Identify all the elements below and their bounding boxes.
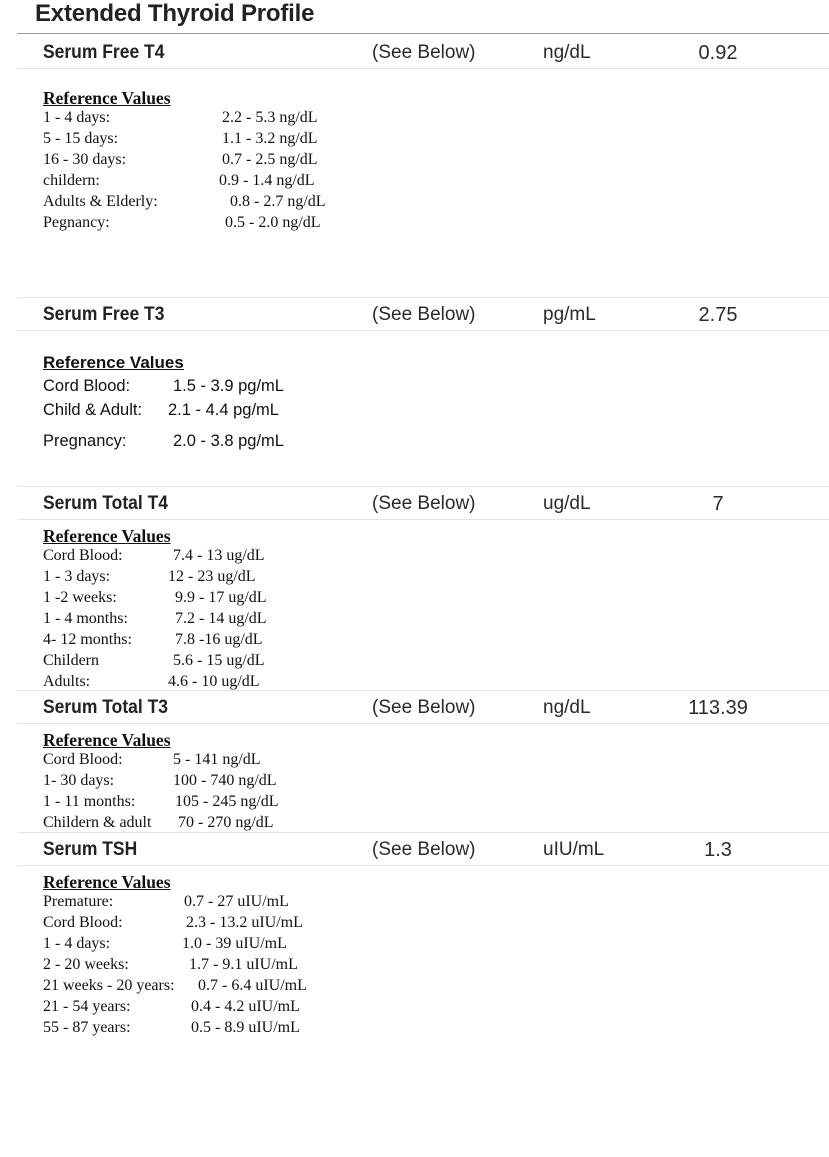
test-unit: ng/dL — [543, 42, 591, 63]
reference-value: 70 - 270 ng/dL — [178, 814, 274, 831]
reference-line — [43, 976, 307, 997]
reference-line — [43, 588, 267, 609]
reference-value: 2.2 - 5.3 ng/dL — [222, 109, 318, 126]
row-divider — [17, 519, 829, 520]
reference-line — [43, 546, 265, 567]
reference-label: Adults: — [43, 673, 91, 690]
test-result: 0.92 — [698, 42, 738, 64]
reference-value: 2.1 - 4.4 pg/mL — [168, 401, 279, 419]
reference-label: 16 - 30 days: — [43, 151, 127, 168]
reference-line — [43, 1018, 300, 1039]
reference-value: 100 - 740 ng/dL — [173, 772, 277, 789]
test-reference-range: (See Below) — [372, 493, 476, 514]
test-result: 1.3 — [704, 839, 732, 861]
reference-heading: Reference Values — [43, 730, 171, 750]
test-unit: pg/mL — [543, 304, 596, 325]
reference-label: Pegnancy: — [43, 214, 110, 231]
row-divider — [17, 832, 829, 833]
reference-line — [43, 934, 287, 955]
test-row-serum-free-t3 — [17, 297, 829, 331]
reference-value: 0.8 - 2.7 ng/dL — [230, 193, 326, 210]
test-result: 2.75 — [698, 304, 738, 326]
reference-label: childern: — [43, 172, 100, 189]
reference-line — [43, 771, 277, 792]
reference-line — [43, 150, 318, 171]
row-divider — [17, 297, 829, 298]
test-unit: ng/dL — [543, 697, 591, 718]
reference-value: 9.9 - 17 ug/dL — [175, 589, 267, 606]
test-reference-range: (See Below) — [372, 42, 476, 63]
test-row-serum-total-t4 — [17, 486, 829, 520]
reference-label: Cord Blood: — [43, 914, 123, 931]
reference-line — [43, 997, 300, 1018]
reference-label: 1 - 11 months: — [43, 793, 136, 810]
row-divider — [17, 865, 829, 866]
test-reference-range: (See Below) — [372, 697, 476, 718]
title-divider — [17, 33, 829, 34]
reference-value: 2.3 - 13.2 uIU/mL — [186, 914, 303, 931]
reference-label: 5 - 15 days: — [43, 130, 119, 147]
reference-value: 5 - 141 ng/dL — [173, 751, 261, 768]
test-row-serum-tsh — [17, 832, 829, 866]
reference-value: 7.8 -16 ug/dL — [175, 631, 263, 648]
test-name: Serum Free T4 — [43, 42, 165, 63]
reference-heading: Reference Values — [43, 526, 171, 546]
reference-line — [43, 192, 326, 213]
reference-label: 1 - 3 days: — [43, 568, 111, 585]
reference-values-free-t3 — [43, 352, 284, 453]
reference-line — [43, 813, 274, 834]
reference-heading: Reference Values — [43, 353, 184, 372]
reference-line — [43, 374, 284, 398]
test-row-serum-free-t4 — [17, 35, 829, 69]
reference-value: 0.9 - 1.4 ng/dL — [219, 172, 315, 189]
reference-label: 1 - 4 days: — [43, 935, 111, 952]
row-divider — [17, 723, 829, 724]
reference-label: 1 - 4 days: — [43, 109, 111, 126]
test-name: Serum TSH — [43, 839, 138, 860]
reference-line — [43, 129, 318, 150]
row-divider — [17, 486, 829, 487]
reference-line — [43, 108, 318, 129]
test-result: 7 — [712, 493, 724, 515]
reference-label: Adults & Elderly: — [43, 193, 158, 210]
reference-value: 0.5 - 2.0 ng/dL — [225, 214, 321, 231]
reference-heading: Reference Values — [43, 88, 171, 108]
reference-label: Childern & adult — [43, 814, 152, 831]
reference-line — [43, 792, 279, 813]
test-name: Serum Total T3 — [43, 697, 168, 718]
test-row-serum-total-t3 — [17, 690, 829, 724]
reference-value: 0.7 - 6.4 uIU/mL — [198, 977, 307, 994]
reference-label: 21 weeks - 20 years: — [43, 977, 175, 994]
reference-line — [43, 429, 284, 453]
report-title: Extended Thyroid Profile — [35, 0, 315, 27]
reference-label: Cord Blood: — [43, 377, 131, 395]
reference-label: 55 - 87 years: — [43, 1019, 131, 1036]
reference-heading: Reference Values — [43, 872, 171, 892]
reference-value: 0.4 - 4.2 uIU/mL — [191, 998, 300, 1015]
reference-label: Premature: — [43, 893, 114, 910]
reference-values-total-t3 — [43, 730, 279, 834]
row-divider — [17, 68, 829, 69]
reference-line — [43, 750, 261, 771]
reference-line — [43, 609, 267, 630]
reference-value: 1.1 - 3.2 ng/dL — [222, 130, 318, 147]
reference-value: 7.4 - 13 ug/dL — [173, 547, 265, 564]
reference-values-free-t4 — [43, 88, 326, 234]
reference-value: 4.6 - 10 ug/dL — [168, 673, 260, 690]
reference-value: 0.7 - 2.5 ng/dL — [222, 151, 318, 168]
reference-line — [43, 171, 315, 192]
reference-label: 1- 30 days: — [43, 772, 115, 789]
test-result: 113.39 — [688, 697, 748, 719]
reference-label: 1 - 4 months: — [43, 610, 128, 627]
reference-line — [43, 892, 289, 913]
reference-line — [43, 651, 265, 672]
test-unit: uIU/mL — [543, 839, 605, 860]
reference-value: 5.6 - 15 ug/dL — [173, 652, 265, 669]
reference-label: Child & Adult: — [43, 401, 143, 419]
reference-value: 105 - 245 ng/dL — [175, 793, 279, 810]
reference-line — [43, 213, 321, 234]
reference-label: Cord Blood: — [43, 547, 123, 564]
reference-value: 1.5 - 3.9 pg/mL — [173, 377, 284, 395]
test-name: Serum Free T3 — [43, 304, 165, 325]
reference-line — [43, 398, 279, 429]
reference-value: 2.0 - 3.8 pg/mL — [173, 432, 284, 450]
reference-line — [43, 630, 263, 651]
test-reference-range: (See Below) — [372, 304, 476, 325]
reference-value: 0.7 - 27 uIU/mL — [184, 893, 289, 910]
reference-label: 4- 12 months: — [43, 631, 132, 648]
reference-label: 1 -2 weeks: — [43, 589, 117, 606]
reference-label: Pregnancy: — [43, 432, 127, 450]
reference-value: 1.0 - 39 uIU/mL — [182, 935, 287, 952]
test-name: Serum Total T4 — [43, 493, 168, 514]
test-reference-range: (See Below) — [372, 839, 476, 860]
reference-line — [43, 955, 298, 976]
row-divider — [17, 690, 829, 691]
reference-value: 7.2 - 14 ug/dL — [175, 610, 267, 627]
reference-label: 2 - 20 weeks: — [43, 956, 129, 973]
reference-line — [43, 913, 303, 934]
reference-values-tsh — [43, 872, 307, 1039]
reference-line — [43, 567, 256, 588]
reference-value: 12 - 23 ug/dL — [168, 568, 256, 585]
reference-label: Childern — [43, 652, 99, 669]
reference-label: Cord Blood: — [43, 751, 123, 768]
reference-value: 0.5 - 8.9 uIU/mL — [191, 1019, 300, 1036]
reference-label: 21 - 54 years: — [43, 998, 131, 1015]
row-divider — [17, 330, 829, 331]
test-unit: ug/dL — [543, 493, 591, 514]
reference-value: 1.7 - 9.1 uIU/mL — [189, 956, 298, 973]
reference-values-total-t4 — [43, 526, 267, 693]
